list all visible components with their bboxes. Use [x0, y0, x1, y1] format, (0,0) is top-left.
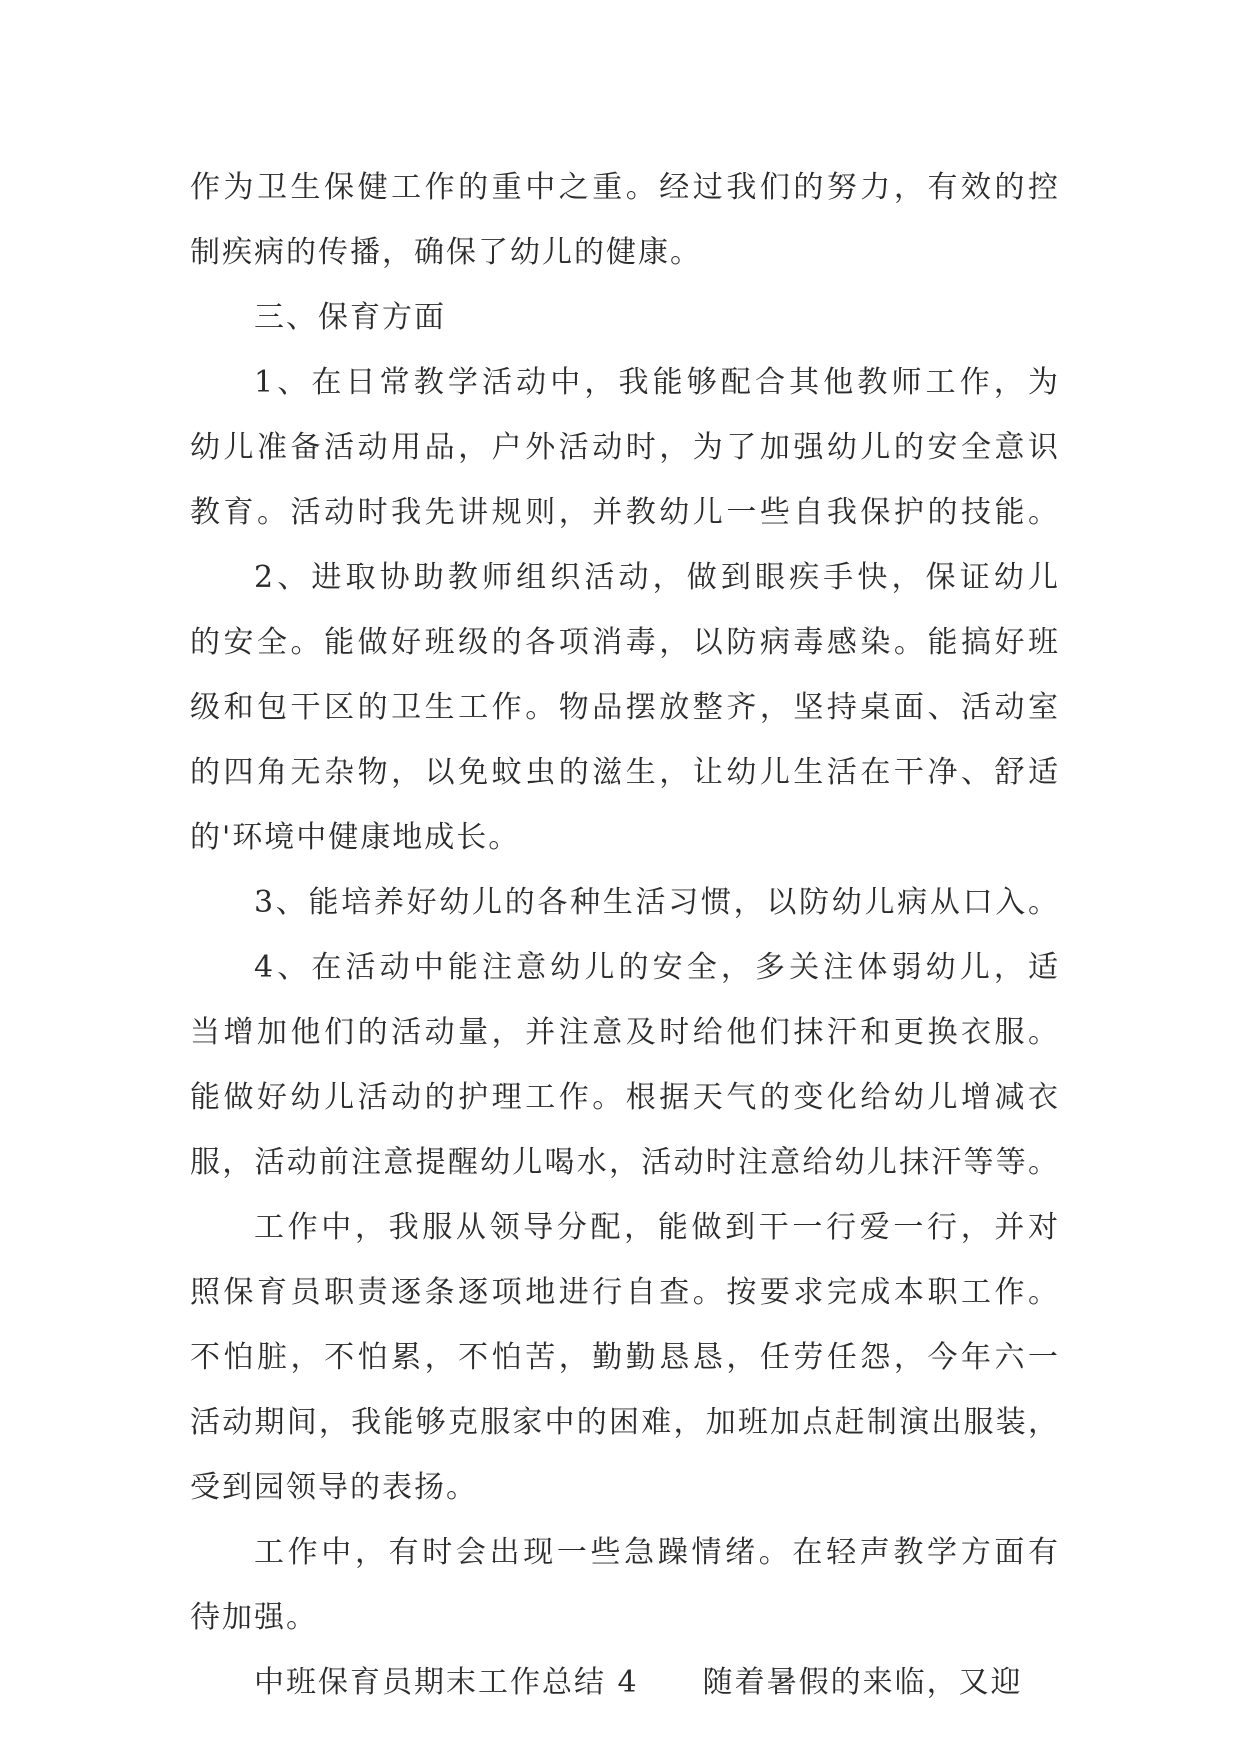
text-line: 工作中，我服从领导分配，能做到干一行爱一行，并对	[254, 1210, 1060, 1245]
text-line: 能做好幼儿活动的护理工作。根据天气的变化给幼儿增减衣	[190, 1080, 1060, 1115]
text-line: 照保育员职责逐条逐项地进行自查。按要求完成本职工作。	[190, 1275, 1060, 1310]
text-line: 受到园领导的表扬。	[190, 1470, 478, 1505]
text-line: 服，活动前注意提醒幼儿喝水，活动时注意给幼儿抹汗等等。	[190, 1145, 1060, 1180]
text-line: 活动期间，我能够克服家中的困难，加班加点赶制演出服装，	[190, 1405, 1060, 1440]
text-line: 2、进取协助教师组织活动，做到眼疾手快，保证幼儿	[254, 560, 1060, 595]
text-line: 工作中，有时会出现一些急躁情绪。在轻声教学方面有	[254, 1535, 1060, 1570]
section-heading: 三、保育方面	[254, 300, 446, 335]
text-line: 不怕脏，不怕累，不怕苦，勤勤恳恳，任劳任怨，今年六一	[190, 1340, 1060, 1375]
text-line: 作为卫生保健工作的重中之重。经过我们的努力，有效的控	[190, 170, 1060, 205]
text-line: 教育。活动时我先讲规则，并教幼儿一些自我保护的技能。	[190, 495, 1060, 530]
text-line: 的'环境中健康地成长。	[190, 820, 521, 855]
text-line: 3、能培养好幼儿的各种生活习惯，以防幼儿病从口入。	[254, 885, 1060, 920]
text-line: 制疾病的传播，确保了幼儿的健康。	[190, 235, 702, 270]
text-line: 的安全。能做好班级的各项消毒，以防病毒感染。能搞好班	[190, 625, 1060, 660]
text-line: 的四角无杂物，以免蚊虫的滋生，让幼儿生活在干净、舒适	[190, 755, 1060, 790]
text-line: 当增加他们的活动量，并注意及时给他们抹汗和更换衣服。	[190, 1015, 1060, 1050]
text-line: 4、在活动中能注意幼儿的安全，多关注体弱幼儿，适	[254, 950, 1060, 985]
text-line: 1、在日常教学活动中，我能够配合其他教师工作，为	[254, 365, 1060, 400]
document-body	[190, 155, 1060, 1715]
text-line: 级和包干区的卫生工作。物品摆放整齐，坚持桌面、活动室	[190, 690, 1060, 725]
text-line: 待加强。	[190, 1600, 318, 1635]
text-line: 幼儿准备活动用品，户外活动时，为了加强幼儿的安全意识	[190, 430, 1060, 465]
section-title-line: 中班保育员期末工作总结 4 随着暑假的来临，又迎	[254, 1665, 1023, 1700]
